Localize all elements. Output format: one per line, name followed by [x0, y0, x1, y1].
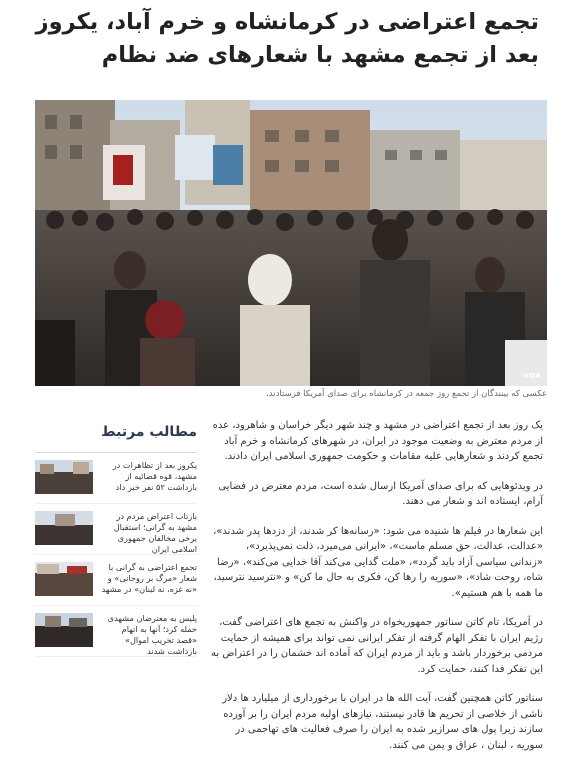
related-thumbnail[interactable]	[35, 511, 93, 545]
related-item[interactable]	[35, 453, 197, 504]
related-link[interactable]: بازتاب اعتراض مردم در مشهد به گرانی؛ استقبال برخی مخالفان جمهوری اسلامی ایران	[113, 511, 197, 554]
protest-photo-illustration	[35, 100, 547, 386]
article-body	[210, 418, 543, 767]
article-paragraph: سناتور کاتن همچنین گفت، آیت الله ها در ایران با برخورداری از میلیارد ها دلار ناشی از خلاصی از تحریم ها قادر نیستند، نیازهای اولیه مردم ایران را بر آورده سازند زیرا پول های سرازیر شده به ایران را صرف فعالیت های تهاجمی در سوریه ، لبنان ، عراق و یمن می کنند.	[222, 693, 543, 751]
related-link[interactable]: تجمع اعتراضی به گرانی با شعار «مرگ بر روحانی» و «نه غزه، نه لبنان» در مشهد	[101, 562, 197, 594]
article-paragraph: این شعارها در فیلم ها شنیده می شود: «رسانه‌ها کر شدند، از دزدها پدر شدند»، «عدالت، عدالت، حق مسلم ماست»، «ایرانی می‌میرد، ذلت نمی‌پذیرد»، «زندانی سیاسی آزاد باید گردد»، «ملت گدایی می‌کند آقا خدایی می‌کند»، «رضا شاه، روحت شاد»، «سوریه را رها کن، فکری به حال ما کن» و «نترسید نترسید، ما همه با هم هستیم».	[213, 525, 543, 599]
article-paragraph: یک روز بعد از تجمع اعتراضی در مشهد و چند شهر دیگر خراسان و شاهرود، عده از مردم معترض به وضعیت موجود در ایران، در شهرهای کرمانشاه و خرم آباد تجمع کردند و شعارهایی علیه مقامات و حکومت جمهوری اسلامی ایران دادند.	[212, 420, 543, 462]
related-thumbnail[interactable]	[35, 613, 93, 647]
image-caption: عکسی که بینندگان از تجمع روز جمعه در کرمانشاه برای صدای آمریکا فرستادند.	[266, 389, 547, 399]
article-hero-image	[35, 100, 547, 386]
article-title: تجمع اعتراضی در کرمانشاه و خرم آباد، یکروز بعد از تجمع مشهد با شعارهای ضد نظام	[35, 9, 539, 68]
related-thumbnail[interactable]	[35, 460, 93, 494]
article-paragraph: در ویدئوهایی که برای صدای آمریکا ارسال شده است، مردم معترض در فضایی آرام، ایستاده اند و شعار می دهند.	[218, 480, 543, 507]
related-item[interactable]	[35, 504, 197, 555]
related-thumbnail[interactable]	[35, 562, 93, 596]
related-item[interactable]	[35, 555, 197, 606]
related-heading: مطالب مرتبط	[35, 424, 197, 453]
related-link[interactable]: یکروز بعد از تظاهرات در مشهد، قوه قضائیه از بازداشت ۵۲ نفر خبر داد	[112, 460, 197, 492]
related-articles-sidebar	[35, 424, 197, 657]
article-paragraph: در آمریکا، تام کاتن سناتور جمهوریخواه در واکنش به تجمع های اعتراضی گفت، رژیم ایران با تفکر الهام گرفته از تفکر ایرانی نمی تواند برای همیشه از حمایت مردمی برخوردار باشد و باید از مردم ایران که آماده اند خشمان را در اعتراض به این تفکر فدا کنند، حمایت کرد.	[211, 617, 543, 675]
related-item[interactable]	[35, 606, 197, 657]
related-link[interactable]: پلیس به معترضان مشهدی حمله کرد؛ آنها به اتهام «قصد تخریب اموال» بازداشت شدند	[107, 613, 197, 656]
voa-logo: VOA	[523, 372, 541, 380]
